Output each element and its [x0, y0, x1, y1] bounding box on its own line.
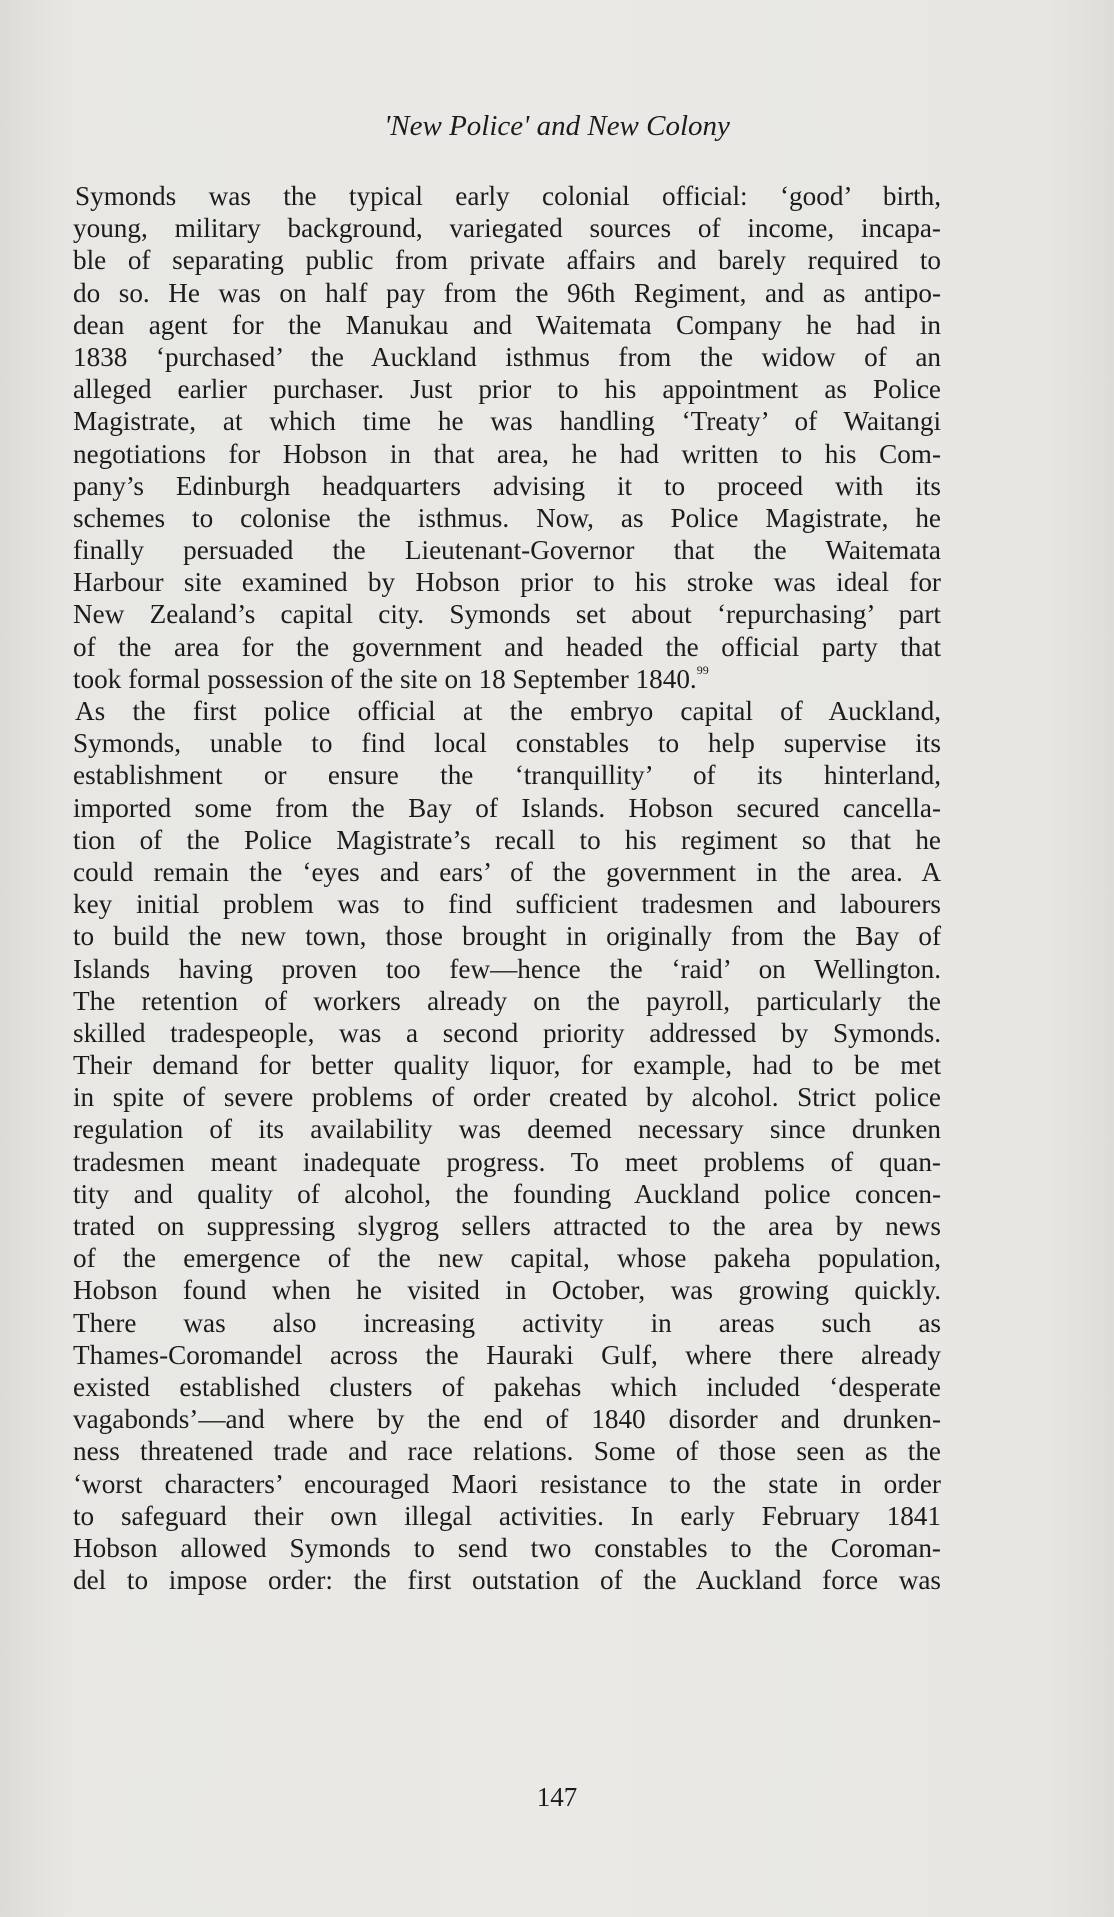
text-line: to build the new town, those brought in originally from the Bay of	[73, 921, 941, 952]
text-line: Thames-Coromandel across the Hauraki Gulf, where there already	[73, 1339, 941, 1370]
text-line: alleged earlier purchaser. Just prior to his appointment as Police	[73, 374, 941, 405]
text-line: Magistrate, at which time he was handling ‘Treaty’ of Waitangi	[73, 406, 941, 437]
text-line: establishment or ensure the ‘tranquillity’ of its hinterland,	[73, 760, 941, 791]
text-line: dean agent for the Manukau and Waitemata Company he had in	[73, 309, 941, 340]
text-line: del to impose order: the first outstation of the Auckland force was	[73, 1565, 941, 1596]
paragraph-2	[73, 695, 941, 1596]
text-line: young, military background, variegated sources of income, incapa-	[73, 213, 941, 244]
text-line: schemes to colonise the isthmus. Now, as Police Magistrate, he	[73, 502, 941, 533]
running-head: 'New Police' and New Colony	[384, 110, 730, 142]
text-line: ness threatened trade and race relations. Some of those seen as the	[73, 1436, 941, 1467]
last-line-text: took formal possession of the site on 18 September 1840.	[73, 663, 697, 694]
text-line: could remain the ‘eyes and ears’ of the government in the area. A	[73, 856, 941, 887]
text-line: Their demand for better quality liquor, for example, had to be met	[73, 1050, 941, 1081]
footnote-reference[interactable]: 99	[696, 662, 709, 677]
text-line: trated on suppressing slygrog sellers attracted to the area by news	[73, 1211, 941, 1241]
text-line: negotiations for Hobson in that area, he had written to his Com-	[73, 438, 941, 469]
page-number: 147	[536, 1782, 578, 1812]
text-line: imported some from the Bay of Islands. Hobson secured cancella-	[73, 792, 941, 823]
text-line: tradesmen meant inadequate progress. To meet problems of quan-	[73, 1146, 941, 1177]
text-line: in spite of severe problems of order created by alcohol. Strict police	[73, 1082, 941, 1113]
text-line: of the area for the government and headed the official party that	[73, 631, 941, 662]
text-line: skilled tradespeople, was a second priority addressed by Symonds.	[73, 1017, 941, 1048]
text-line: Hobson found when he visited in October, was growing quickly.	[73, 1275, 941, 1306]
text-line: pany’s Edinburgh headquarters advising it to proceed with its	[73, 470, 941, 501]
text-line: do so. He was on half pay from the 96th Regiment, and as antipo-	[73, 277, 941, 308]
text-line: to safeguard their own illegal activities. In early February 1841	[73, 1500, 941, 1531]
text-line: existed established clusters of pakehas which included ‘desperate	[73, 1371, 941, 1402]
text-line: ble of separating public from private affairs and barely required to	[73, 245, 941, 276]
text-line: Hobson allowed Symonds to send two constables to the Coroman-	[73, 1532, 941, 1563]
text-line: The retention of workers already on the payroll, particularly the	[73, 985, 941, 1016]
text-line: finally persuaded the Lieutenant-Governor that the Waitemata	[73, 535, 941, 566]
text-line: Islands having proven too few—hence the ‘raid’ on Wellington.	[73, 953, 941, 984]
text-line: tity and quality of alcohol, the founding Auckland police concen-	[73, 1178, 941, 1209]
text-line: New Zealand’s capital city. Symonds set about ‘repurchasing’ part	[73, 599, 941, 630]
text-line: tion of the Police Magistrate’s recall to his regiment so that he	[73, 824, 941, 855]
text-line: As the first police official at the embryo capital of Auckland,	[75, 696, 941, 726]
text-line: key initial problem was to find sufficient tradesmen and labourers	[73, 889, 941, 920]
text-line: vagabonds’—and where by the end of 1840 disorder and drunken-	[73, 1404, 941, 1435]
text-line: of the emergence of the new capital, whose pakeha population,	[73, 1243, 941, 1274]
text-line: 1838 ‘purchased’ the Auckland isthmus from the widow of an	[73, 341, 941, 372]
text-line: There was also increasing activity in areas such as	[73, 1307, 941, 1338]
body-text	[73, 180, 941, 1596]
text-line: ‘worst characters’ encouraged Maori resistance to the state in order	[73, 1468, 941, 1499]
text-line: Symonds, unable to find local constables to help supervise its	[73, 728, 941, 759]
text-line: regulation of its availability was deemed necessary since drunken	[73, 1114, 941, 1145]
text-line: Harbour site examined by Hobson prior to his stroke was ideal for	[73, 567, 941, 598]
paragraph-1	[73, 180, 941, 695]
text-line: Symonds was the typical early colonial official: ‘good’ birth,	[75, 181, 941, 211]
text-line-last	[73, 663, 941, 695]
